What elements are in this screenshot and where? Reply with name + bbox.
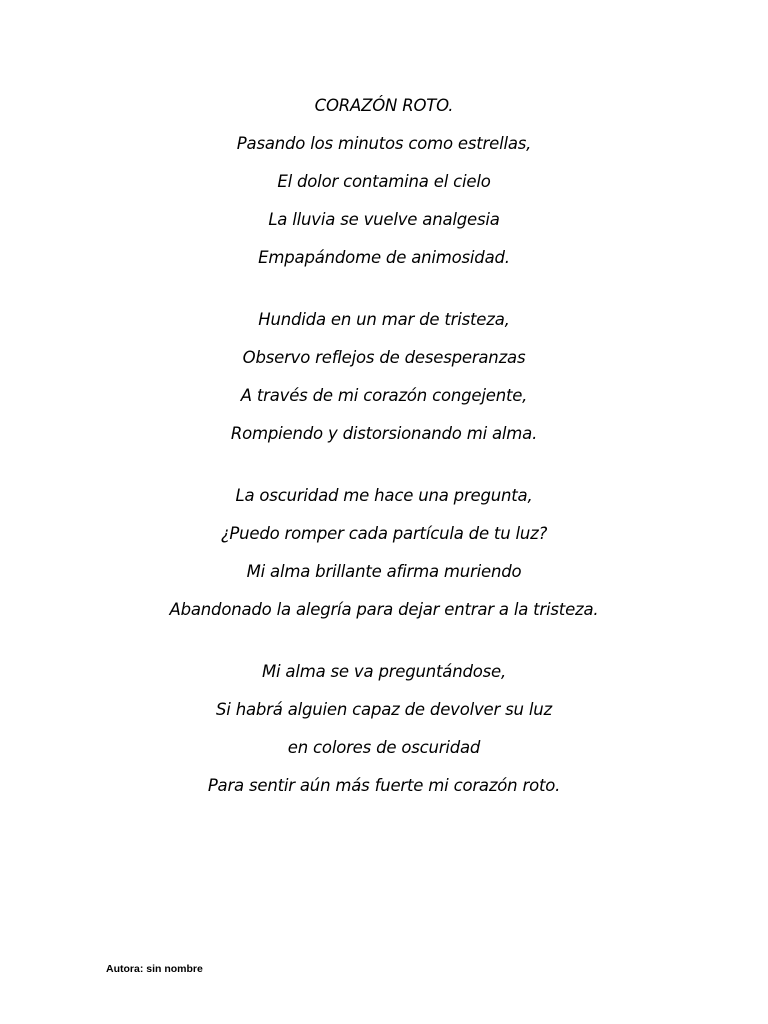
poem-line: La oscuridad me hace una pregunta,: [235, 486, 533, 505]
stanza-4: [0, 660, 768, 798]
stanza-1: [0, 132, 768, 270]
stanza-2: [0, 308, 768, 446]
author-credit: Autora: sin nombre: [106, 963, 203, 975]
poem-line: Mi alma se va preguntándose,: [261, 662, 507, 681]
poem-line: Mi alma brillante afirma muriendo: [246, 562, 522, 581]
poem-title: CORAZÓN ROTO.: [314, 96, 454, 115]
poem-line: Para sentir aún más fuerte mi corazón roto.: [207, 776, 561, 795]
poem-line: El dolor contamina el cielo: [277, 172, 491, 191]
poem-line: Hundida en un mar de tristeza,: [258, 310, 510, 329]
poem-line: Abandonado la alegría para dejar entrar a la tristeza.: [169, 600, 599, 619]
poem-line: Pasando los minutos como estrellas,: [236, 134, 532, 153]
poem-line: en colores de oscuridad: [287, 738, 481, 757]
stanza-3: [0, 484, 768, 622]
poem: [0, 94, 768, 836]
poem-line: Rompiendo y distorsionando mi alma.: [230, 424, 538, 443]
poem-line: Si habrá alguien capaz de devolver su luz: [216, 700, 552, 719]
poem-line: La lluvia se vuelve analgesia: [268, 210, 500, 229]
poem-line: Empapándome de animosidad.: [258, 248, 510, 267]
poem-line: A través de mi corazón congejente,: [240, 386, 528, 405]
poem-line: ¿Puedo romper cada partícula de tu luz?: [220, 524, 548, 543]
poem-line: Observo reflejos de desesperanzas: [242, 348, 526, 367]
